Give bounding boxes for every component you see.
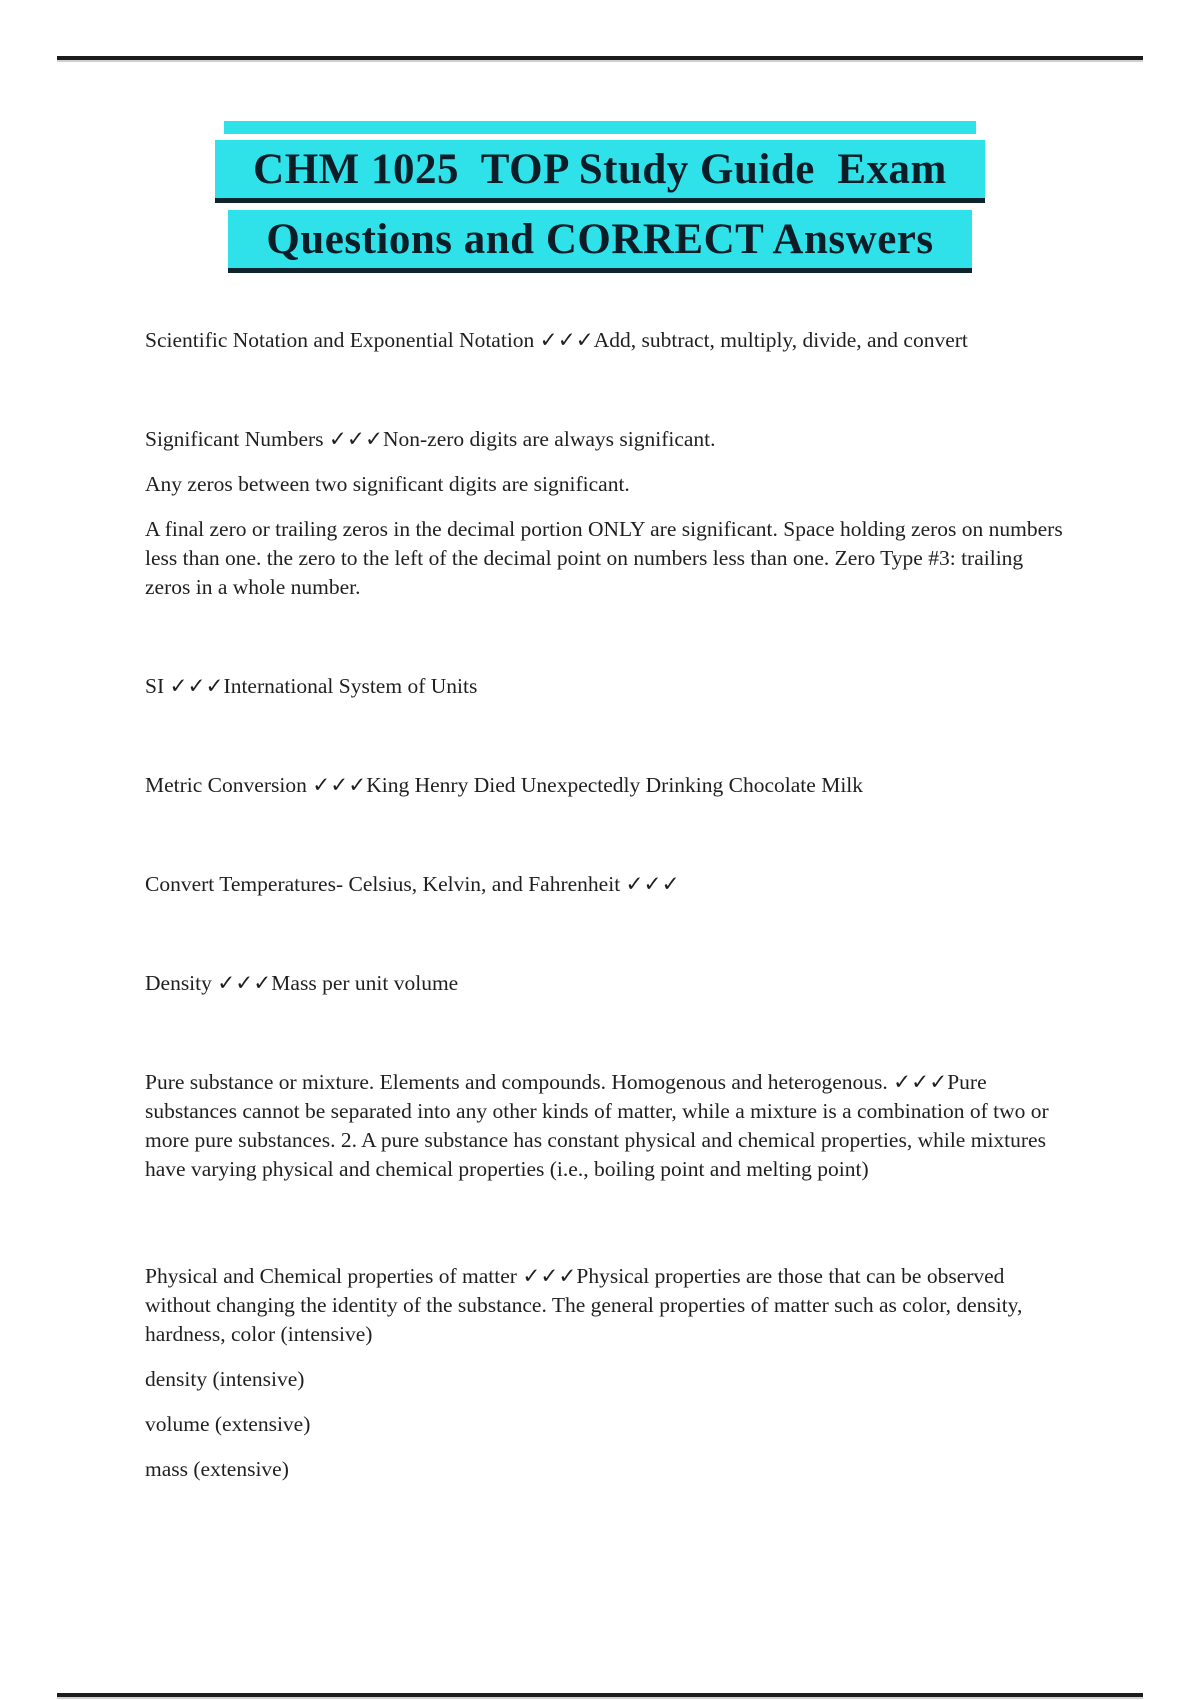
paragraph: SI ✓✓✓International System of Units	[145, 674, 478, 698]
paragraph: Physical and Chemical properties of matter ✓✓✓Physical properties are those that can be observed without changing the identity of the substance. The general properties of matter such as color, density, hardness, color (intensive)	[145, 1264, 1028, 1346]
paragraph: Metric Conversion ✓✓✓King Henry Died Unexpectedly Drinking Chocolate Milk	[145, 773, 864, 797]
paragraph: Pure substance or mixture. Elements and compounds. Homogenous and heterogenous. ✓✓✓Pure substances cannot be separated into any other kinds of matter, while a mixture is a combination of two or more pure substances. 2. A pure substance has constant physical and chemical properties, while mixtures have varying physical and chemical properties (i.e., boiling point and melting point)	[145, 1070, 1055, 1181]
title-line-1: CHM 1025 TOP Study Guide Exam	[215, 140, 985, 203]
paragraph: Significant Numbers ✓✓✓Non-zero digits are always significant.	[145, 427, 716, 451]
document-title	[0, 121, 1200, 273]
bottom-horizontal-rule	[57, 1693, 1143, 1697]
body-content	[145, 326, 1067, 1484]
title-row-1	[0, 134, 1200, 203]
title-highlight-strip	[224, 121, 976, 134]
paragraph: Density ✓✓✓Mass per unit volume	[145, 971, 459, 995]
title-line-2: Questions and CORRECT Answers	[228, 210, 971, 273]
paragraph: A final zero or trailing zeros in the decimal portion ONLY are significant. Space holding zeros on numbers less than one. the zero to the left of the decimal point on numbers less than one. Zero Type #3: trailing zeros in a whole number.	[145, 517, 1069, 599]
paragraph: Convert Temperatures- Celsius, Kelvin, and Fahrenheit ✓✓✓	[145, 872, 680, 896]
top-horizontal-rule	[57, 56, 1143, 60]
title-row-2	[0, 203, 1200, 273]
paragraph: density (intensive)	[145, 1367, 305, 1391]
paragraph: mass (extensive)	[145, 1457, 289, 1481]
paragraph: Any zeros between two significant digits are significant.	[145, 472, 630, 496]
paragraph: volume (extensive)	[145, 1412, 311, 1436]
paragraph: Scientific Notation and Exponential Notation ✓✓✓Add, subtract, multiply, divide, and convert	[145, 328, 968, 352]
